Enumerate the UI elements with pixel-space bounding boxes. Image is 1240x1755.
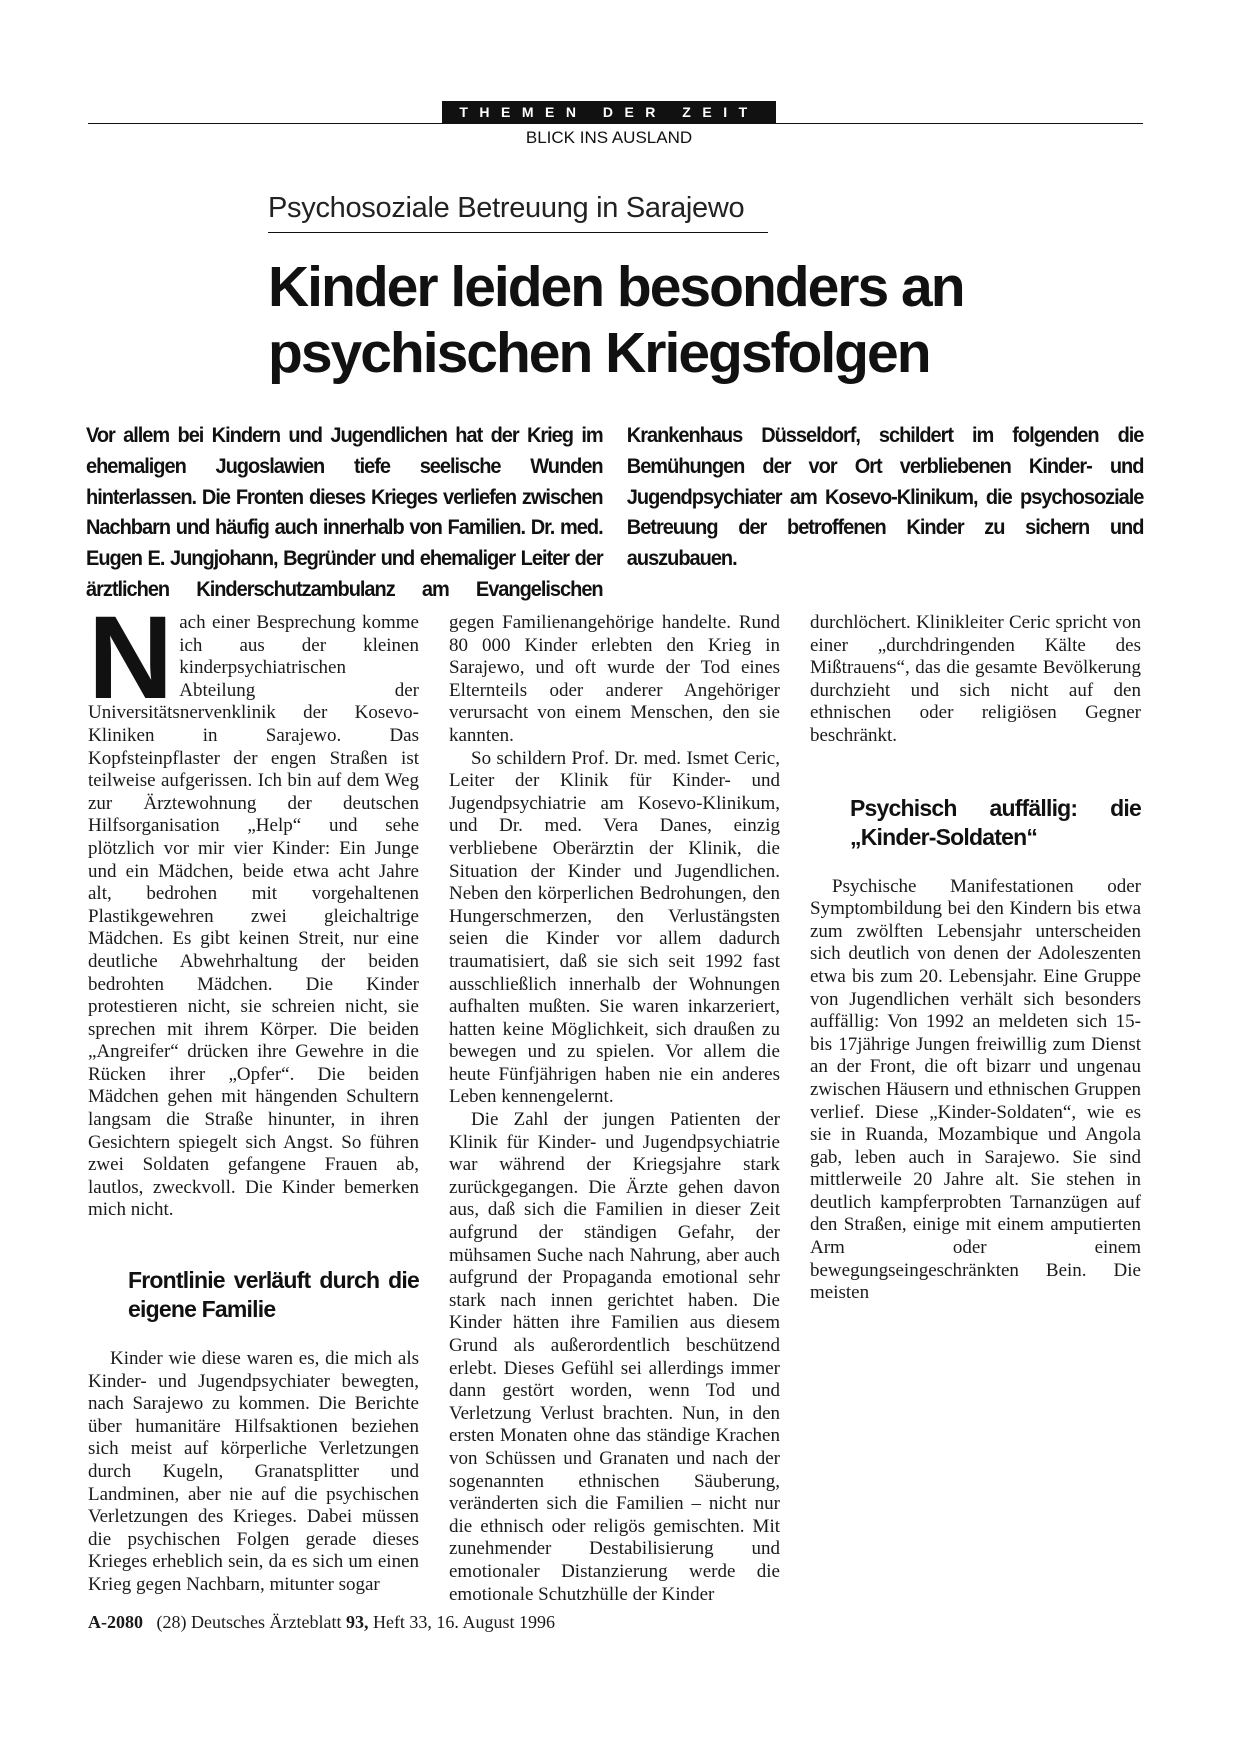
paragraph-5: Psychische Manifestationen oder Symptombildung bei den Kindern bis etwa zum zwölften Lebensjahr unterscheiden sich deutlich von denen der Adoleszenten etwa bis zum 20. Lebensjahr. Eine Gruppe von Jugendlichen verhält sich besonders auffällig: Von 1992 an meldeten sich 15- bis 17jährige Jungen freiwillig zum Dienst an der Front, die oft bizarr und ungenau zwischen Häusern und ethnischen Gruppen verlief. Diese „Kinder-Soldaten“, wie es sie in Ruanda, Mozambique und Angola gab, leben auch in Sarajewo. Sie sind mittlerweile 20 Jahre alt. Sie stehen in deutlich kampferprobten Tarnanzügen auf den Straßen, einige mit einem amputierten Arm oder einem bewegungseingeschränkten Bein. Die meisten	[810, 875, 1141, 1304]
column-3	[810, 612, 1141, 1305]
journal-volume: 93,	[345, 1612, 369, 1632]
article-lead: Vor allem bei Kindern und Jugendlichen hat der Krieg im ehemaligen Jugoslawien tiefe seelische Wunden hinterlassen. Die Fronten dieses Krieges verliefen zwischen Nachbarn und häufig auch innerhalb von Familien. Dr. med. Eugen E. Jungjohann, Begründer und ehemaliger Leiter der ärztlichen Kinderschutzambulanz am Evangelischen Krankenhaus Düsseldorf, schildert im folgenden die Bemühungen der vor Ort verbliebenen Kinder- und Jugendpsychiater am Kosevo-Klinikum, die psychosoziale Betreuung der betroffenen Kinder zu sichern und auszubauen.	[86, 423, 1144, 601]
paragraph-1: Nach einer Besprechung komme ich aus der kleinen kinderpsychiatrischen Abteilung der Universitätsnervenklinik der Kosevo-Kliniken in Sarajewo. Das Kopfsteinpflaster der engen Straßen ist teilweise aufgerissen. Ich bin auf dem Weg zur Ärztewohnung der deutschen Hilfsorganisation „Help“ und sehe plötzlich vor mir vier Kinder: Ein Junge und ein Mädchen, beide etwa acht Jahre alt, bedrohen mit vorgehaltenen Plastikgewehren zwei gleichaltrige Mädchen. Es gibt keinen Streit, nur eine deutliche Abwehrhaltung der beiden bedrohten Mädchen. Die Kinder protestieren nicht, sie schreien nicht, sie sprechen mit ihrem Körper. Die beiden „Angreifer“ drücken ihre Gewehre in die Rücken ihrer „Opfer“. Die beiden Mädchen gehen mit hängenden Schultern langsam die Straße hinunter, in ihren Gesichtern spiegelt sich Angst. So führen zwei Soldaten gefangene Frauen ab, lautlos, zweckvoll. Die Kinder bemerken mich nicht.	[88, 592, 419, 1221]
paragraph-continued: gegen Familienangehörige handelte. Rund 80 000 Kinder erlebten den Krieg in Sarajewo, und oft wurde der Tod eines Elternteils oder anderer Angehöriger verursacht von einem Menschen, den sie kannten.	[449, 612, 780, 746]
column-2	[449, 612, 780, 1606]
paragraph-2: Kinder wie diese waren es, die mich als Kinder- und Jugendpsychiater bewegten, nach Sarajewo zu kommen. Die Berichte über humanitäre Hilfsaktionen beziehen sich meist auf körperliche Verletzungen durch Kugeln, Granatsplitter und Landminen, aber nie auf die psychischen Verletzungen des Krieges. Dabei müssen die psychischen Folgen gerade dieses Krieges erheblich sein, da es sich um einen Krieg gegen Nachbarn, mitunter sogar	[88, 1348, 419, 1595]
subhead-kinder-soldaten: Psychisch auffällig: die „Kinder-Soldaten“	[850, 794, 1141, 850]
drop-cap: N	[88, 592, 172, 724]
page-number: A-2080	[88, 1612, 143, 1632]
section-label: BLICK INS AUSLAND	[525, 128, 693, 147]
paragraph-4: Die Zahl der jungen Patienten der Klinik für Kinder- und Jugendpsychiatrie war während der Kriegsjahre stark zurückgegangen. Die Ärzte gehen davon aus, daß sich die Familien in dieser Zeit aufgrund der ständigen Gefahr, der mühsamen Suche nach Nahrung, aber auch aufgrund der Propaganda emotional sehr stark nach innen gerichtet haben. Die Kinder hätten ihre Familien aus diesem Grund als außerordentlich beschützend erlebt. Dieses Gefühl sei allerdings immer dann gestört worden, wenn Tod und Verletzung Verlust brachten. Nun, in den ersten Monaten ohne das ständige Krachen von Schüssen und Granaten und nach der sogenannten ethnischen Säuberung, veränderten sich die Familien – nicht nur die ethnisch oder religös gemischten. Mit zunehmender Destabilisierung und emotionaler Distanzierung werde die emotionale Schutzhülle der Kinder	[449, 1109, 780, 1605]
header-rule	[88, 123, 1143, 124]
kicker-rule	[268, 232, 768, 233]
article-headline: Kinder leiden besonders an psychischen Kriegsfolgen	[268, 255, 964, 385]
journal-issue: Heft 33, 16. August 1996	[372, 1612, 555, 1632]
paragraph-3: So schildern Prof. Dr. med. Ismet Ceric, Leiter der Klinik für Kinder- und Jugendpsychiatrie am Kosevo-Klinikum, und Dr. med. Vera Danes, einzig verbliebene Oberärztin der Klinik, die Situation der Kinder und Jugendlichen. Neben den körperlichen Bedrohungen, den Hungerschmerzen, den Verlustängsten seien die Kinder vor allem dadurch traumatisiert, daß sie sich seit 1992 fast ausschließlich innerhalb der Wohnungen aufhalten mußten. Sie waren inkarzeriert, hatten keine Möglichkeit, sich draußen zu bewegen und zu spielen. Vor allem die heute Fünfjährigen haben nie ein anderes Leben kennengelernt.	[449, 747, 780, 1108]
page-number-alt: (28)	[156, 1612, 187, 1632]
section-banner: THEMEN DER ZEIT	[442, 101, 776, 123]
journal-name: Deutsches Ärzteblatt	[191, 1612, 342, 1632]
subhead-frontlinie: Frontlinie verläuft durch die eigene Familie	[128, 1267, 419, 1323]
page-footer	[88, 1612, 788, 1633]
paragraph-continued: durchlöchert. Klinikleiter Ceric spricht von einer „durchdringenden Kälte des Mißtrauens“, das die gesamte Bevölkerung durchzieht und sich nicht auf den ethnischen oder religiösen Gegner beschränkt.	[810, 612, 1141, 746]
column-1	[88, 592, 419, 1597]
article-kicker: Psychosoziale Betreuung in Sarajewo	[268, 192, 745, 224]
